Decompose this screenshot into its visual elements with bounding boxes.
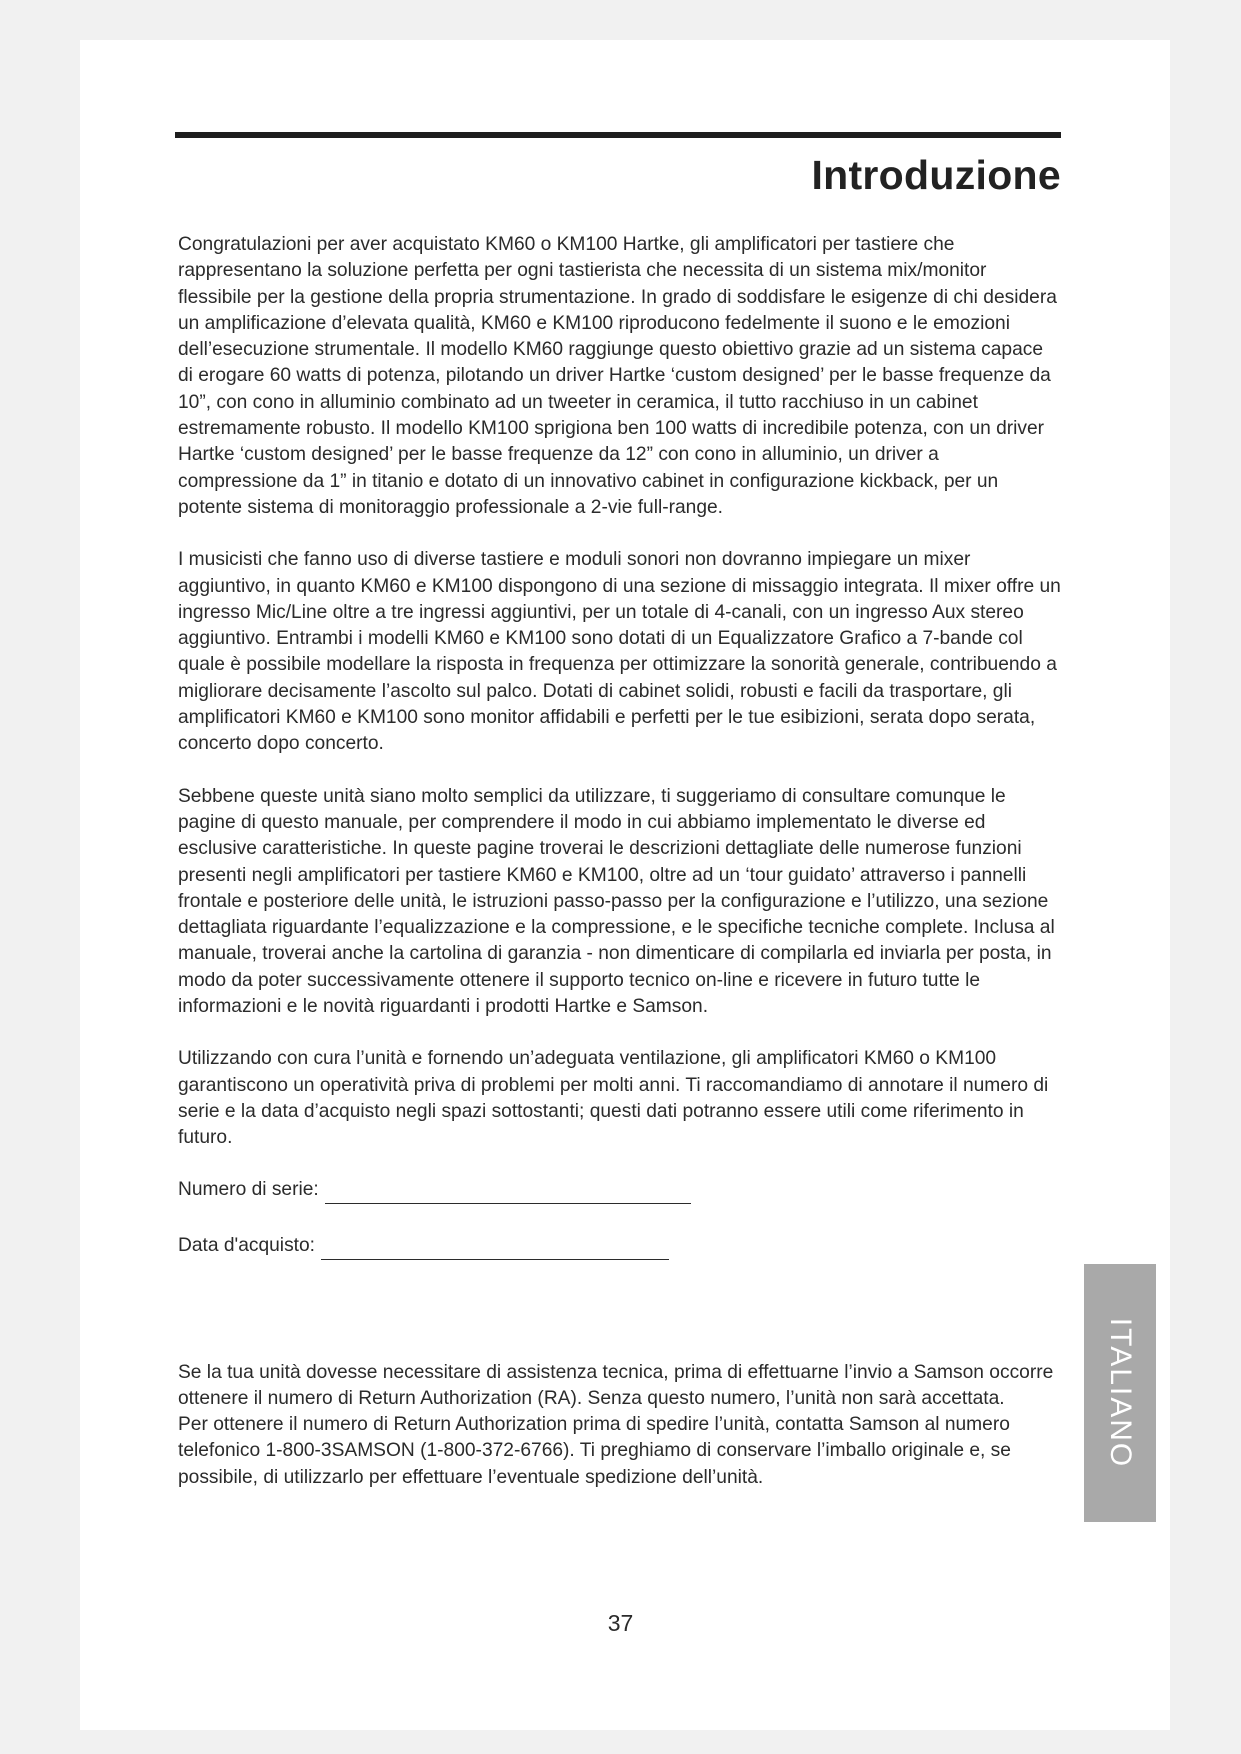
manual-paragraph: Sebbene queste unità siano molto semplici da utilizzare, ti suggeriamo di consultare comunque le pagine di questo manuale, per comprendere il modo in cui abbiamo implementato le diverse ed esclusive caratteristiche. In queste pagine troverai le descrizioni dettagliate delle numerose funzioni presenti negli amplificatori per tastiere KM60 e KM100, oltre ad un ‘tour guidato’ attraverso i pannelli frontale e posteriore delle unità, le istruzioni passo-passo per la configurazione e l’utilizzo, una sezione dettagliata riguardante l’equalizzazione e la compressione, e le specifiche tecniche complete. Inclusa al manuale, troverai anche la cartolina di garanzia - non dimenticare di compilarla ed inviarla per posta, in modo da poter successivamente ottenere il supporto tecnico on-line e ricevere in futuro tutte le informazioni e le novità riguardanti i prodotti Hartke e Samson. — [178, 785, 1055, 1018]
page-number: 37 — [607, 1610, 634, 1636]
serial-number-label: Numero di serie: — [178, 1179, 319, 1201]
service-paragraph: Se la tua unità dovesse necessitare di assistenza tecnica, prima di effettuarne l’invio a Samson occorre ottenere il numero di Return Authorization (RA). Senza questo numero, l’unità non sarà accettata. — [178, 1361, 1054, 1409]
language-tab — [1084, 1264, 1156, 1522]
serial-number-row — [178, 1178, 1063, 1204]
care-paragraph: Utilizzando con cura l’unità e fornendo un’adeguata ventilazione, gli amplificatori KM60 o KM100 garantiscono un operatività priva di problemi per molti anni. Ti raccomandiamo di annotare il numero di serie e la data d’acquisto negli spazi sottostanti; questi dati potranno essere utili come riferimento in futuro. — [178, 1048, 1049, 1149]
purchase-date-row — [178, 1234, 1063, 1260]
header-rule — [175, 132, 1061, 138]
serial-number-blank — [325, 1183, 691, 1204]
section-spacer — [178, 1290, 1063, 1360]
mixer-paragraph: I musicisti che fanno uso di diverse tastiere e moduli sonori non dovranno impiegare un mixer aggiuntivo, in quanto KM60 e KM100 dispongono di una sezione di missaggio integrata. Il mixer offre un ingresso Mic/Line oltre a tre ingressi aggiuntivi, per un totale di 4-canali, con un ingresso Aux stereo aggiuntivo. Entrambi i modelli KM60 e KM100 sono dotati di un Equalizzatore Grafico a 7-bande col quale è possibile modellare la risposta in frequenza per ottimizzare la sonorità generale, contribuendo a migliorare decisamente l’ascolto sul palco. Dotati di cabinet solidi, robusti e facili da trasportare, gli amplificatori KM60 e KM100 sono monitor affidabili e perfetti per le tue esibizioni, serata dopo serata, concerto dopo concerto. — [178, 549, 1061, 755]
purchase-date-label: Data d'acquisto: — [178, 1235, 315, 1257]
purchase-date-blank — [321, 1239, 669, 1260]
return-authorization-paragraph: Per ottenere il numero di Return Authorization prima di spedire l’unità, contatta Samson al numero telefonico 1-800-3SAMSON (1-800-372-6766). Ti preghiamo di conservare l’imballo originale e, se possibile, di utilizzarlo per effettuare l’eventuale spedizione dell’unità. — [178, 1414, 1011, 1488]
main-content — [178, 232, 1063, 1517]
language-tab-label: ITALIANO — [1104, 1317, 1138, 1469]
intro-paragraph: Congratulazioni per aver acquistato KM60 o KM100 Hartke, gli amplificatori per tastiere che rappresentano la soluzione perfetta per ogni tastierista che necessita di un sistema mix/monitor flessibile per la gestione della propria strumentazione. In grado di soddisfare le esigenze di chi desidera un amplificazione d’elevata qualità, KM60 e KM100 riproducono fedelmente il suono e le emozioni dell’esecuzione strumentale. Il modello KM60 raggiunge questo obiettivo grazie ad un sistema capace di erogare 60 watts di potenza, pilotando un driver Hartke ‘custom designed’ per le basse frequenze da 10”, con cono in alluminio combinato ad un tweeter in ceramica, il tutto racchiuso in un cabinet estremamente robusto. Il modello KM100 sprigiona ben 100 watts di incredibile potenza, con un driver Hartke ‘custom designed’ per le basse frequenze da 12” con cono in alluminio, un driver a compressione da 1” in titanio e dotato di un innovativo cabinet in configurazione kickback, per un potente sistema di monitoraggio professionale a 2-vie full-range. — [178, 234, 1057, 518]
page-title: Introduzione — [811, 152, 1061, 198]
